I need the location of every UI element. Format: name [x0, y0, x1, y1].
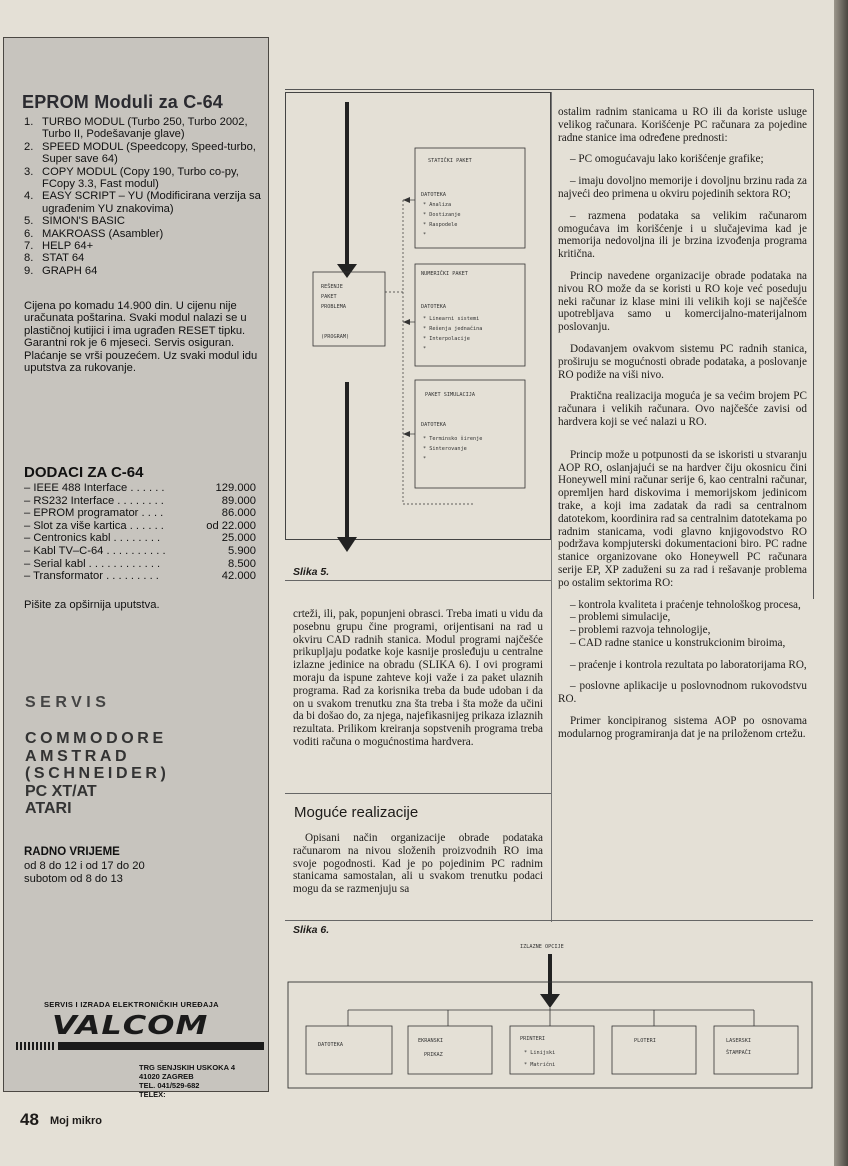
- box-title: STATIČKI PAKET: [428, 158, 472, 164]
- paragraph: Praktična realizacija moguća je sa većim brojem PC računara i velikih računara. Ovo najčešće zavisi od hardvera koji se već nalazi u RO.: [558, 390, 807, 428]
- paragraph: Opisani način organizacije obrade podataka računarom na nivou složenih proizvodnih RO ima svoje pogodnosti. Kad je po pojedinim PC radnim stanicama samostalan, ali u svakom trenutku podaci mogu da se razmenjuju sa: [293, 832, 543, 896]
- svg-text:* Interpolacije: * Interpolacije: [423, 336, 470, 342]
- paragraph: – problemi simulacije,: [570, 611, 671, 624]
- list-item: 8. STAT 64: [24, 252, 85, 265]
- right-rule: [813, 89, 814, 599]
- accessories-list: [24, 482, 256, 583]
- brand: ATARI: [25, 800, 72, 817]
- svg-text:PLOTERI: PLOTERI: [634, 1038, 656, 1044]
- list-item: 3. COPY MODUL (Copy 190, Turbo co-py, FCopy 3.3, Fast modul): [24, 165, 239, 191]
- paragraph: – imaju dovoljno memorije i dovoljnu brzinu rada za najveći deo primena u okviru pojedinih sektora RO;: [558, 175, 807, 200]
- accessory-row: – Kabl TV–C-64 . . . . . . . . . . 5.900: [24, 544, 256, 557]
- page-number: 48: [20, 1110, 39, 1129]
- paragraph: Princip navedene organizacije obrade podataka na nivou RO može da se koristi u RO koje već poseduju neki računar iz klase mini ili velikih koji se najčešće upotrebljava samo u komercijalno-materijalnom poslovanju.: [558, 269, 807, 334]
- box-title: PAKET SIMULACIJA: [425, 392, 475, 398]
- figure-5-caption: Slika 5.: [293, 566, 330, 578]
- paragraph: – praćenje i kontrola rezultata po laboratorijama RO,: [570, 658, 807, 671]
- section-heading: Moguće realizacije: [294, 804, 419, 821]
- list-item: 2. SPEED MODUL (Speedcopy, Speed-turbo, Super save 64): [24, 140, 256, 166]
- svg-text:* Rešenja jednačina: * Rešenja jednačina: [423, 326, 483, 332]
- paragraph: Princip može u potpunosti da se iskoristi u stvaranju AOP RO, oslanjajući se na hardver čiju okosnicu čini Honeywell mini računar serije 6, kao centralni računar, opremljen hard diskovima i memorijskom jedinicom trake, a koji ima zadatak da radi sa centralnom datotekom, koordinira rad sa centralnim datotekama po radnim stanicama, vodi glavno knjigovodstvo RO podržava kompjuterski dokumentacioni biro. PC radne stanice organizovane oko Honeywell PC računara serije EP, XP zaduženi su za rad i rešavanje problema po ostalim sektorima RO:: [558, 448, 807, 589]
- paragraph: Dodavanjem ovakvom sistemu PC radnih stanica, proširuju se mogućnosti obrade podataka, a poslovanje RO podiže na viši nivo.: [558, 342, 807, 381]
- list-item: 7. HELP 64+: [24, 240, 94, 253]
- svg-text:* Sinterovanje: * Sinterovanje: [423, 446, 467, 452]
- magazine-name: Moj mikro: [50, 1115, 102, 1127]
- accessories-title: DODACI ZA C-64: [24, 464, 144, 481]
- hours-line: od 8 do 12 i od 17 do 20: [24, 860, 145, 872]
- arrow-head: [337, 537, 357, 552]
- output-options-label: IZLAZNE OPCIJE: [520, 944, 564, 950]
- brand-list: [25, 730, 170, 818]
- arrow-shaft: [345, 102, 349, 272]
- company-line: SERVIS I IZRADA ELEKTRONIČKIH UREĐAJA: [44, 1000, 219, 1009]
- numeric-package-box: [415, 264, 525, 366]
- paragraph: – poslovne aplikacije u poslovnodnom rukovodstvu RO.: [558, 680, 807, 706]
- svg-text:* Linijski: * Linijski: [524, 1050, 556, 1056]
- list-item: 1. TURBO MODUL (Turbo 250, Turbo 2002, Turbo II, Podešavanje glave): [24, 116, 248, 141]
- svg-text:* Dostizanje: * Dostizanje: [423, 212, 461, 218]
- rule: [285, 580, 551, 581]
- company-address: TRG SENJSKIH USKOKA 4 41020 ZAGREB TEL. 041/529-682 TELEX:: [139, 1063, 235, 1099]
- valcom-advertisement: [3, 37, 269, 1099]
- paragraph: – razmena podataka sa velikim računarom omogućava im korišćenje i u slučajevima kad je memorija nedovoljna ili je brzina izvođenja programa kritična.: [558, 209, 807, 261]
- accessory-row: – Serial kabl . . . . . . . . . . . . 8.500: [24, 557, 256, 570]
- price-text: Cijena po komadu 14.900 din. U cijenu nije uračunata poštarina. Svaki modul nalazi se u plastičnoj kutijici i ima ugrađen RESET tipku. Garantni rok je 6 mjeseci. Servis osiguran. Plaćanje se vrši pouzećem. Uz svaki modul idu uputstva za rukovanje.: [24, 300, 258, 375]
- column-separator: [551, 92, 552, 922]
- list-item: 9. GRAPH 64: [24, 264, 98, 277]
- svg-text:* Terminsko širenje: * Terminsko širenje: [423, 436, 483, 442]
- valcom-logo: VALCOM: [52, 1010, 209, 1041]
- box-title: NUMERIČKI PAKET: [421, 271, 468, 277]
- brand: (SCHNEIDER): [25, 765, 170, 782]
- ad-title: EPROM Moduli za C-64: [22, 92, 224, 112]
- box-sub: DATOTEKA: [421, 304, 446, 310]
- paragraph: – CAD radne stanice u konstrukcionim biroima,: [570, 636, 786, 649]
- article-middle-column: [293, 608, 543, 749]
- write-text: Pišite za opširnija uputstva.: [24, 599, 160, 611]
- article-middle-column-2: [293, 832, 543, 896]
- paragraph: Primer koncipiranog sistema AOP po osnovama modularnog programiranja dat je na priloženom crtežu.: [558, 715, 807, 740]
- figure-6-caption: Slika 6.: [293, 924, 330, 936]
- svg-text:* Matrični: * Matrični: [524, 1062, 556, 1068]
- screen-box: [408, 1026, 492, 1074]
- logo-bar: [16, 1042, 264, 1050]
- svg-text:EKRANSKI: EKRANSKI: [418, 1038, 443, 1044]
- accessory-row: – Transformator . . . . . . . . . 42.000: [24, 570, 256, 583]
- article-right-column: [558, 106, 807, 741]
- accessory-row: – EPROM programator . . . . 86.000: [24, 507, 256, 520]
- box-line: PAKET: [321, 294, 337, 300]
- rule: [285, 793, 551, 794]
- servis-heading: SERVIS: [25, 694, 111, 711]
- svg-text:* Linearni sistemi: * Linearni sistemi: [423, 316, 480, 322]
- accessory-row: – IEEE 488 Interface . . . . . . 129.000: [24, 482, 256, 494]
- box-line: REŠENJE: [321, 284, 343, 290]
- svg-text:PRIKAZ: PRIKAZ: [424, 1052, 443, 1058]
- module-list: [24, 116, 266, 277]
- paragraph: crteži, ili, pak, popunjeni obrasci. Treba imati u vidu da posebnu grupu čine programi, orijentisani na rad u okviru CAD radnih stanica. Modul programi najčešće prikupljaju podatke koje kasnije prosleđuju u centralne izlazne jedinice na obradu (SLIKA 6). I ovi programi moraju da ispune zahteve koji važe i za paket ulaznih programa. Rad za korisnika treba da bude udoban i da on u svakom trenutku zna šta treba i šta može da učini da bi došao do, za njega, najefikasnijeg prikaza izlaznih rezultata. Prilikom kreiranja sopstvenih programa treba voditi računa o mogućnostima hardvera.: [293, 608, 543, 748]
- paragraph: ostalim radnim stanicama u RO ili da koriste usluge velikog računara. Korišćenje PC računara za pojedine radne stanice ima određene prednosti:: [558, 106, 807, 144]
- paragraph: – PC omogućavaju lako korišćenje grafike;: [570, 153, 764, 166]
- figure-6-diagram: [284, 932, 814, 1106]
- svg-text:DATOTEKA: DATOTEKA: [318, 1042, 343, 1048]
- box-line: (PROGRAM): [321, 334, 350, 340]
- svg-text:* Analiza: * Analiza: [423, 202, 452, 208]
- accessory-row: – Centronics kabl . . . . . . . . 25.000: [24, 532, 256, 545]
- brand: PC XT/AT: [25, 782, 97, 800]
- box-sub: DATOTEKA: [421, 422, 446, 428]
- top-rule: [285, 89, 813, 90]
- figure-5-diagram: [285, 92, 551, 562]
- brand: AMSTRAD: [25, 747, 131, 765]
- arrow-shaft: [345, 382, 349, 542]
- accessory-row: – RS232 Interface . . . . . . . . 89.000: [24, 494, 256, 507]
- svg-text:PRINTERI: PRINTERI: [520, 1036, 545, 1042]
- list-item: 6. MAKROASS (Asambler): [24, 227, 164, 240]
- svg-text:*: *: [423, 456, 427, 462]
- box-line: PROBLEMA: [321, 304, 346, 310]
- hours-title: RADNO VRIJEME: [24, 846, 120, 858]
- file-box: [306, 1026, 392, 1074]
- svg-text:ŠTAMPAČI: ŠTAMPAČI: [726, 1050, 751, 1056]
- svg-text:*: *: [423, 346, 427, 352]
- list-item: 4. EASY SCRIPT – YU (Modificirana verzija sa ugrađenim YU znakovima): [24, 190, 261, 215]
- hours-line: subotom od 8 do 13: [24, 873, 123, 885]
- page-edge: [834, 0, 848, 1166]
- rule: [285, 920, 813, 921]
- brand: COMMODORE: [25, 730, 167, 747]
- plotters-box: [612, 1026, 696, 1074]
- paragraph: – kontrola kvaliteta i praćenje tehnološkog procesa,: [570, 598, 801, 611]
- arrow-head: [337, 264, 357, 278]
- svg-text:LASERSKI: LASERSKI: [726, 1038, 751, 1044]
- accessory-row: – Slot za više kartica . . . . . . od 22.000: [24, 519, 256, 532]
- box-sub: DATOTEKA: [421, 192, 446, 198]
- svg-text:* Raspodele: * Raspodele: [423, 222, 458, 228]
- svg-text:*: *: [423, 232, 427, 238]
- list-item: 5. SIMON'S BASIC: [24, 215, 125, 228]
- paragraph: – problemi razvoja tehnologije,: [570, 624, 711, 637]
